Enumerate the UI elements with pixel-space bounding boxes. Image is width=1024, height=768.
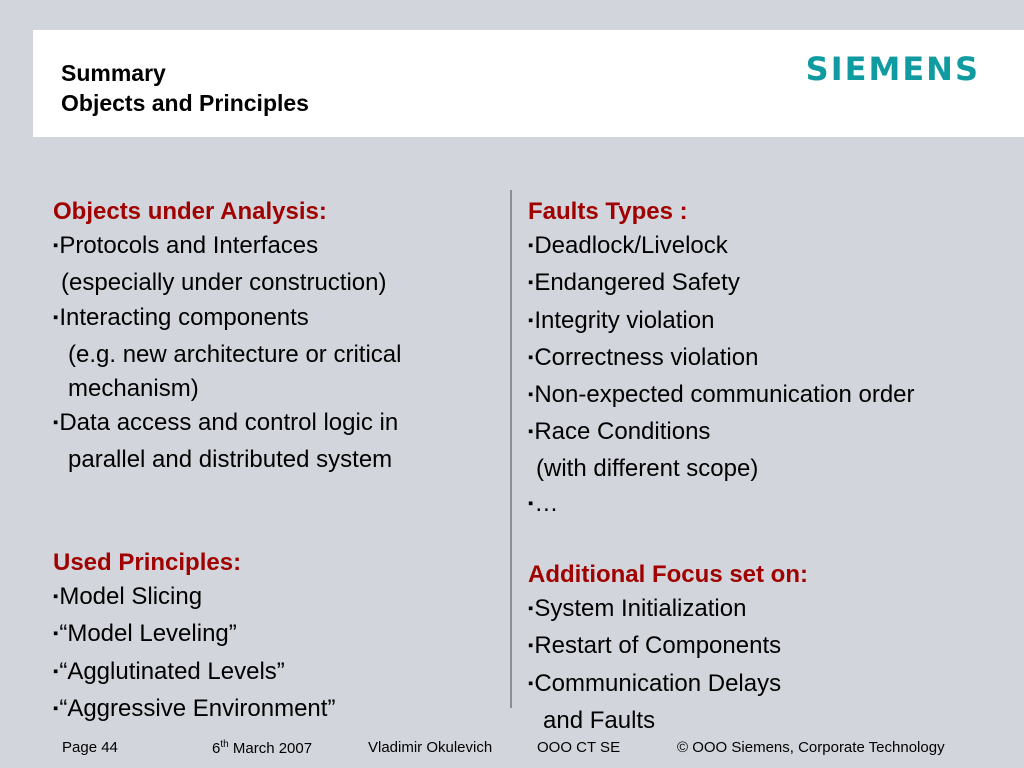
focus-item: ▪ Restart of Components [528, 629, 1018, 666]
objects-item-continuation: (e.g. new architecture or critical [68, 340, 402, 368]
faults-item-continuation: (with different scope) [536, 455, 759, 483]
principles-heading: Used Principles: [53, 549, 242, 576]
faults-item: ▪ Endangered Safety [528, 266, 1018, 303]
organization: OOO CT SE [537, 739, 621, 756]
faults-heading: Faults Types : [528, 198, 688, 225]
spacer [528, 524, 1018, 558]
faults-item: ▪ Correctness violation [528, 341, 1018, 378]
presentation-date [212, 739, 312, 757]
copyright: © OOO Siemens, Corporate Technology [677, 739, 945, 756]
focus-item-continuation: and Faults [543, 706, 656, 734]
principles-item: ▪ Model Slicing [53, 580, 503, 617]
principles-item: ▪ “Model Leveling” [53, 617, 503, 654]
objects-item-continuation: (especially under construction) [61, 269, 387, 297]
column-divider [510, 190, 512, 708]
faults-item: ▪ Deadlock/Livelock [528, 229, 1018, 266]
author-name: Vladimir Okulevich [368, 739, 493, 756]
left-column [53, 195, 503, 729]
principles-item: ▪ “Aggressive Environment” [53, 692, 503, 729]
focus-item: ▪ System Initialization [528, 592, 1018, 629]
right-column [528, 195, 1018, 738]
principles-item: ▪ “Agglutinated Levels” [53, 655, 503, 692]
objects-heading: Objects under Analysis: [53, 198, 327, 225]
title-line-2: Objects and Principles [61, 90, 309, 116]
date-suffix: th [220, 739, 229, 750]
faults-item: ▪ Race Conditions [528, 415, 1018, 452]
slide-title [61, 58, 309, 118]
objects-item-continuation: mechanism) [68, 375, 199, 403]
objects-item: ▪ Protocols and Interfaces [53, 229, 503, 266]
date-day: 6 [212, 740, 221, 757]
page-number: Page 44 [62, 739, 118, 756]
spacer [53, 478, 503, 512]
faults-item: ▪ Non-expected communication order [528, 378, 1018, 415]
slide-header [33, 30, 1024, 137]
focus-heading: Additional Focus set on: [528, 561, 808, 589]
objects-item: ▪ Data access and control logic in [53, 406, 503, 443]
objects-item-continuation: parallel and distributed system [68, 446, 393, 474]
date-rest: March 2007 [228, 740, 313, 757]
focus-item: ▪ Communication Delays [528, 667, 1018, 704]
faults-item: ▪ … [528, 487, 1018, 524]
title-line-1: Summary [61, 60, 166, 86]
faults-item: ▪ Integrity violation [528, 304, 1018, 341]
spacer [53, 512, 503, 546]
siemens-logo: SIEMENS [805, 50, 980, 88]
objects-item: ▪ Interacting components [53, 301, 503, 338]
